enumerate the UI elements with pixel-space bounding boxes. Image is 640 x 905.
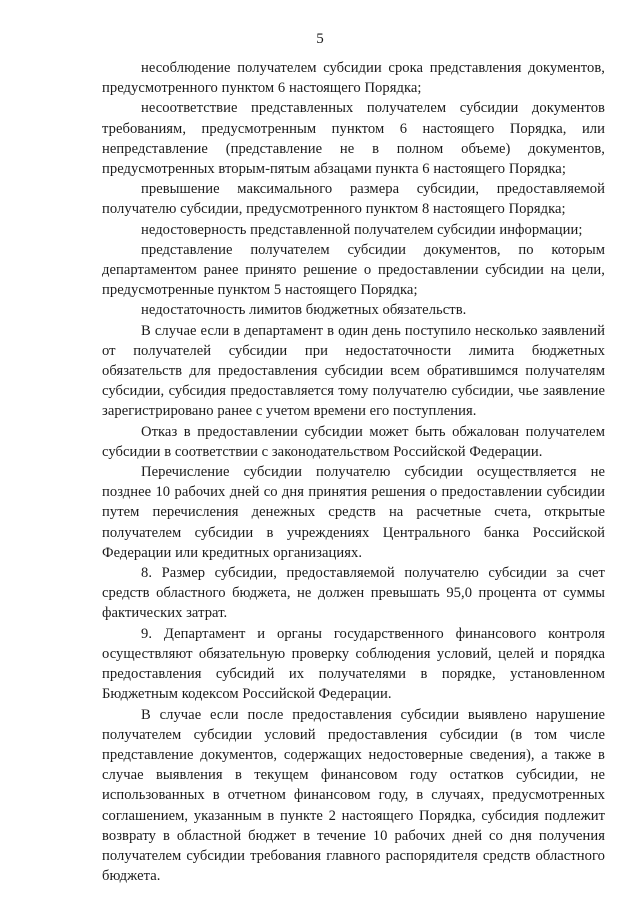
- paragraph: В случае если после предоставления субсидии выявлено нарушение получателем субсидии условий предоставления субсидии (в том числе представление документов, содержащих недостоверные сведения), а также в случае выявления в текущем финансовом году остатков субсидии, не использованных в отчетном финансовом году, в случаях, предусмотренных соглашением, указанным в пункте 2 настоящего Порядка, субсидия подлежит возврату в областной бюджет в течение 10 рабочих дней со дня получения получателем субсидии требования главного распорядителя средств областного бюджета.: [102, 706, 605, 885]
- paragraph: несоблюдение получателем субсидии срока представления документов, предусмотренного пунктом 6 настоящего Порядка;: [102, 60, 605, 97]
- paragraph: недостоверность представленной получателем субсидии информации;: [141, 221, 583, 238]
- document-body: [102, 58, 605, 886]
- paragraph-item-9: 9. Департамент и органы государственного финансового контроля осуществляют обязательную проверку соблюдения условий, целей и порядка предоставления субсидий их получателями в порядке, установленном Бюджетным кодексом Российской Федерации.: [102, 625, 605, 703]
- paragraph: недостаточность лимитов бюджетных обязательств.: [141, 302, 467, 319]
- paragraph: Отказ в предоставлении субсидии может быть обжалован получателем субсидии в соответствии с законодательством Российской Федерации.: [102, 423, 605, 460]
- paragraph: Перечисление субсидии получателю субсидии осуществляется не позднее 10 рабочих дней со дня принятия решения о предоставлении субсидии путем перечисления денежных средств на расчетные счета, открытые получателем субсидии в учреждениях Центрального банка Российской Федерации или кредитных организациях.: [102, 464, 605, 561]
- paragraph: несоответствие представленных получателем субсидии документов требованиям, предусмотренным пунктом 6 настоящего Порядка, или непредставление (представление не в полном объеме) документов, предусмотренных вторым-пятым абзацами пункта 6 настоящего Порядка;: [102, 100, 605, 178]
- page-number: 5: [316, 31, 324, 47]
- paragraph: представление получателем субсидии документов, по которым департаментом ранее принято решение о предоставлении субсидии на цели, предусмотренные пунктом 5 настоящего Порядка;: [102, 241, 605, 299]
- paragraph: превышение максимального размера субсидии, предоставляемой получателю субсидии, предусмотренного пунктом 8 настоящего Порядка;: [102, 181, 605, 218]
- paragraph: В случае если в департамент в один день поступило несколько заявлений от получателей субсидии при недостаточности лимита бюджетных обязательств для предоставления субсидии всем обратившимся получателям субсидии, субсидия предоставляется тому получателю субсидии, чье заявление зарегистрировано ранее с учетом времени его поступления.: [102, 322, 605, 420]
- paragraph-item-8: 8. Размер субсидии, предоставляемой получателю субсидии за счет средств областного бюджета, не должен превышать 95,0 процента от суммы фактических затрат.: [102, 565, 605, 622]
